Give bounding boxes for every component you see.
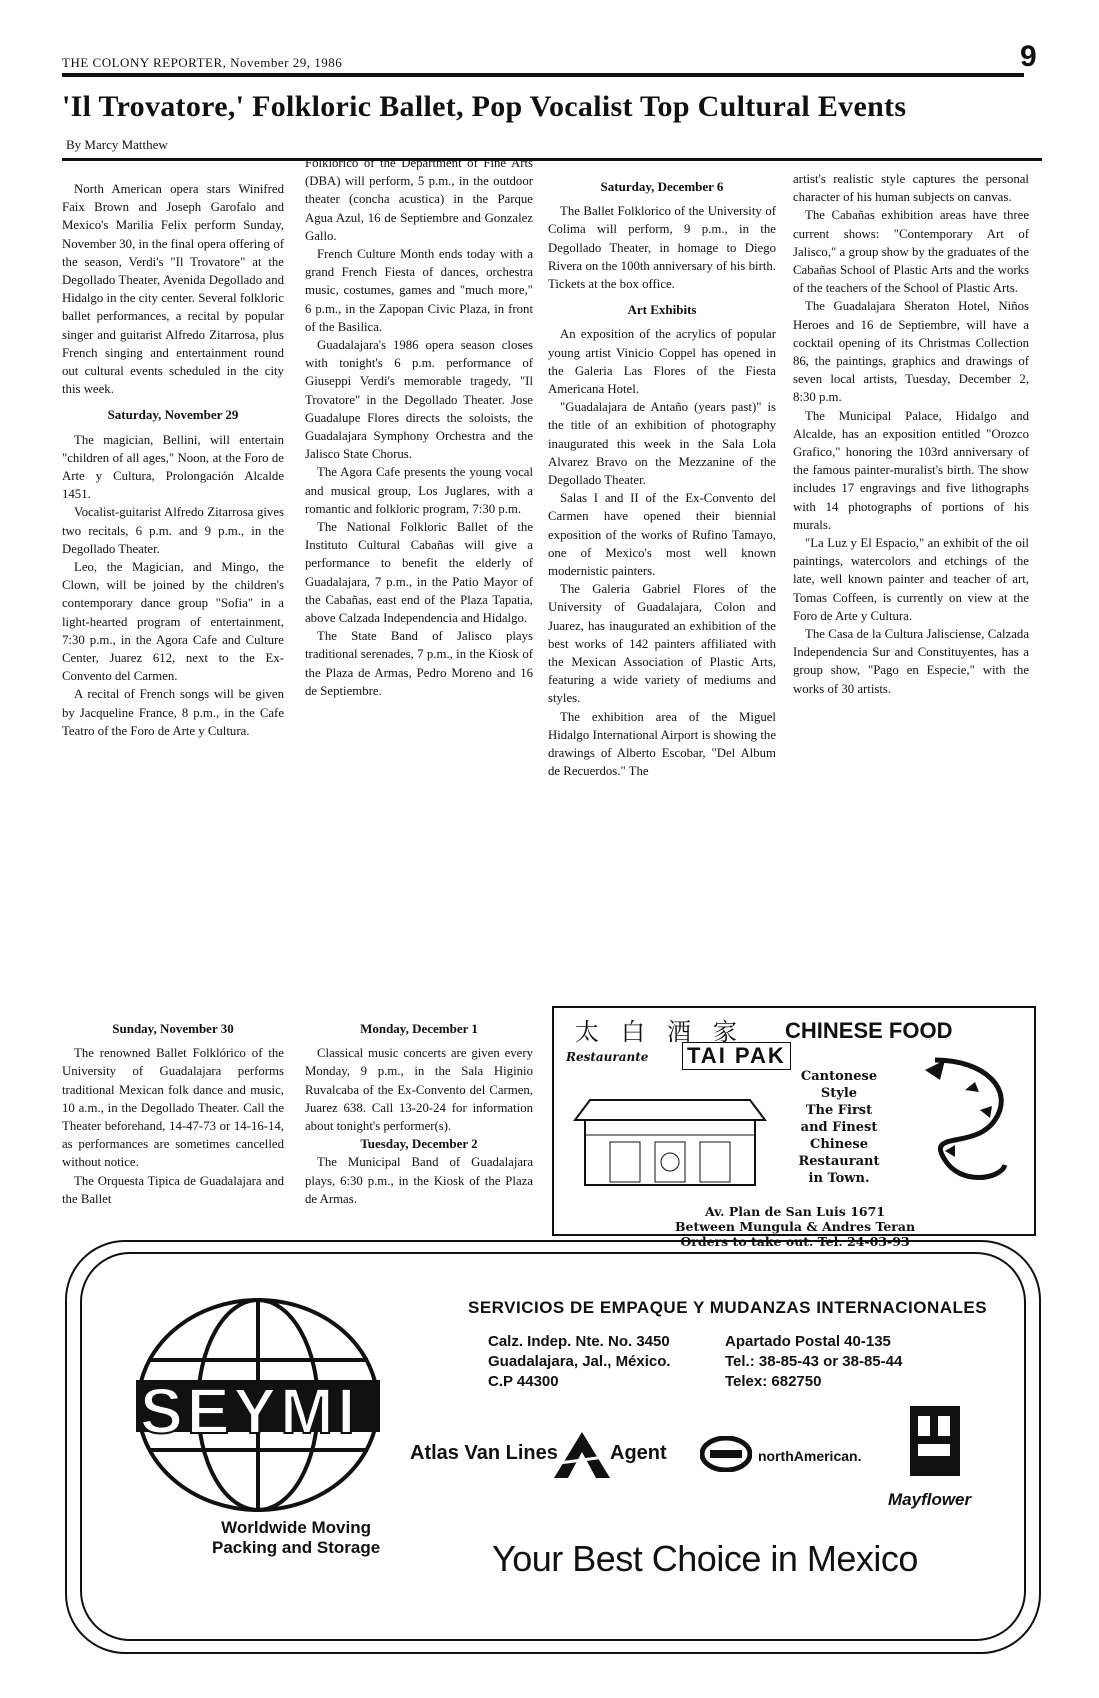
seymi-contact [725, 1332, 902, 1392]
section-heading: Art Exhibits [627, 302, 697, 318]
seymi-title: SERVICIOS DE EMPAQUE Y MUDANZAS INTERNACIONALES [468, 1298, 988, 1317]
seymi-contact-line: Apartado Postal 40-135 [725, 1333, 891, 1350]
ad-description [784, 1068, 894, 1187]
agent-label: Agent [610, 1442, 667, 1464]
ad-desc-line: and Finest [800, 1120, 878, 1135]
northamerican-label: northAmerican. [758, 1448, 862, 1464]
paragraph: Classical music concerts are given every Monday, 9 p.m., in the Sala Higinio Ruvalcaba of the Ex-Convento del Carmen, Juarez 638. Call 13-20-24 for information about tonight's performer(s). [305, 1046, 533, 1134]
world-line: Packing and Storage [212, 1538, 381, 1557]
ad-chinese-characters: 太白酒家 [575, 1018, 759, 1046]
seymi-address [488, 1332, 671, 1392]
article-column-1-lower [62, 1012, 284, 1208]
paragraph: An exposition of the acrylics of popular young artist Vinicio Coppel has opened in the Galeria Las Flores of the Fiesta Americana Hotel. [548, 327, 776, 397]
running-header: THE COLONY REPORTER, November 29, 1986 [62, 55, 343, 70]
paragraph: The Ballet Folklorico of the University of Colima will perform, 9 p.m., in the Degollado Theater, in homage to Diego Rivera on the 100th anniversary of his birth. Tickets at the box office. [548, 204, 776, 292]
byline-rule [62, 158, 1042, 161]
seymi-addr-line: Guadalajara, Jal., México. [488, 1353, 671, 1370]
ad-addr-line: Between Mungula & Andres Teran [674, 1219, 916, 1234]
article-column-3 [548, 178, 776, 781]
section-heading: Sunday, November 30 [112, 1021, 234, 1036]
ad-restaurante-label: Restaurante [566, 1050, 649, 1064]
ad-addr-line: Orders to take out. Tel. 24-03-93 [680, 1234, 910, 1249]
page-number: 9 [1020, 40, 1037, 73]
paragraph: French Culture Month ends today with a grand French Fiesta of dances, orchestra music, costumes, games and "much more," 6 p.m., in the Zapopan Civic Plaza, in front of the Basilica. [305, 247, 533, 334]
section-heading: Saturday, December 6 [600, 179, 724, 194]
seymi-contact-line: Telex: 682750 [725, 1373, 822, 1390]
seymi-addr-line: C.P 44300 [488, 1373, 559, 1390]
ad-desc-line: Style [820, 1086, 858, 1101]
paragraph: North American opera stars Winifred Faix Brown and Joseph Garofalo and Mexico's Marilia Felix perform Sunday, November 30, in the final opera offering of the season, Verdi's "Il Trovatore" at the Degollado Theater, Avenida Degollado and Hidalgo in the city center. Several folkloric ballet performances, a recital by popular singer and guitarist Alfredo Zitarrosa, plus French singing and entertainment round out cultural events scheduled in the city this week. [62, 182, 284, 397]
seymi-slogan: Your Best Choice in Mexico [492, 1538, 918, 1579]
ad-desc-line: Restaurant [798, 1154, 880, 1169]
dragon-illustration-icon [905, 1050, 1025, 1200]
paragraph: The Casa de la Cultura Jalisciense, Calzada Independencia Sur and Constituyentes, has a group show, "Pago en Especie," with the works of 30 artists. [793, 627, 1029, 696]
paragraph: The Galeria Gabriel Flores of the University of Guadalajara, Colon and Juarez, has inaugurated an exhibition of the best works of 142 painters affiliated with the Mexican Association of Plastic Arts, featuring a wide variety of mediums and styles. [548, 582, 776, 706]
paragraph: The exhibition area of the Miguel Hidalgo International Airport is showing the drawings of Alberto Escobar, "Del Album de Recuerdos." The [548, 709, 776, 779]
section-heading: Tuesday, December 2 [360, 1136, 478, 1152]
paragraph: Vocalist-guitarist Alfredo Zitarrosa gives two recitals, 6 p.m. and 9 p.m., in the Degollado Theater. [62, 505, 284, 556]
paragraph: Folklorico of the Department of Fine Arts (DBA) will perform, 5 p.m., in the outdoor theater (concha acustica) in the Parque Agua Azul, 16 de Septiembre and Gonzalez Gallo. [305, 156, 533, 243]
mayflower-label: Mayflower [888, 1490, 972, 1509]
paragraph: The Guadalajara Sheraton Hotel, Niños Heroes and 16 de Septiembre, will have a cocktail opening of its Christmas Collection 86, the paintings, graphics and drawings of seven local artists, Tuesday, December 2, 8:30 p.m. [793, 299, 1029, 405]
header-rule [62, 73, 1024, 77]
ad-desc-line: Chinese [809, 1137, 869, 1152]
atlas-logo-icon [552, 1430, 612, 1480]
paragraph: The Municipal Band of Guadalajara plays, 6:30 p.m., in the Kiosk of the Plaza de Armas. [305, 1155, 533, 1206]
article-column-2-lower [305, 1012, 533, 1208]
paragraph: The magician, Bellini, will entertain "children of all ages," Noon, at the Foro de Arte y Cultura, Prolongación Alcalde 1451. [62, 432, 284, 502]
ad-desc-line: in Town. [808, 1171, 870, 1186]
seymi-addr-line: Calz. Indep. Nte. No. 3450 [488, 1333, 670, 1350]
article-column-4 [793, 170, 1029, 698]
restaurant-building-illustration [570, 1080, 770, 1190]
byline: By Marcy Matthew [66, 137, 168, 152]
seymi-logo-text: SEYMI [140, 1375, 360, 1447]
section-heading: Saturday, November 29 [107, 407, 239, 423]
section-heading: Monday, December 1 [360, 1021, 478, 1036]
paragraph: Salas I and II of the Ex-Convento del Carmen have opened their biennial exposition of the works of Rufino Tamayo, one of Mexico's most well known modernistic painters. [548, 491, 776, 579]
ad-desc-line: Cantonese [800, 1069, 878, 1084]
ad-desc-line: The First [805, 1103, 873, 1118]
article-column-2 [305, 154, 533, 700]
paragraph: The renowned Ballet Folklórico of the University of Guadalajara performs traditional Mexican folk dance and music, 10 a.m., in the Degollado Theater. Call the Theater beforehand, 14-47-73 or 14-16-14, as performances are sometimes cancelled without notice. [62, 1046, 284, 1170]
ad-addr-line: Av. Plan de San Luis 1671 [704, 1204, 885, 1219]
paragraph: The Agora Cafe presents the young vocal and musical group, Los Juglares, with a romantic and folkloric program, 7:30 p.m. [305, 465, 533, 516]
seymi-contact-line: Tel.: 38-85-43 or 38-85-44 [725, 1353, 903, 1370]
ad-restaurant-name: TAI PAK [682, 1042, 791, 1070]
paragraph: "Guadalajara de Antaño (years past)" is the title of an exhibition of photography inaugurated this week in the Sala Lola Alvarez Bravo on the Mezzanine of the Degollado Theater. [548, 400, 776, 488]
paragraph: The National Folkloric Ballet of the Instituto Cultural Cabañas will give a performance to benefit the elderly of Guadalajara, 7 p.m., in the Patio Mayor of the Cabañas, east end of the Plaza Tapatia, above Calzada Independencia and Hidalgo. [305, 520, 533, 626]
article-column-1 [62, 180, 284, 740]
paragraph: Leo, the Magician, and Mingo, the Clown, will be joined by the children's contemporary dance group "Sofia" in a light-hearted program of entertainment, 7:30 p.m., in the Agora Cafe and Culture Center, Juarez 612, next to the Ex-Convento del Carmen. [62, 560, 284, 684]
northamerican-logo-icon [700, 1436, 752, 1472]
paragraph: artist's realistic style captures the personal character of his human subjects on canvas. [793, 172, 1029, 205]
paragraph: Guadalajara's 1986 opera season closes with tonight's 6 p.m. performance of Giuseppi Verdi's memorable tragedy, "Il Trovatore" in the Degollado Theater. Jose Guadalupe Flores directs the soloists, the Guadalajara Symphony Orchestra and the Jalisco State Chorus. [305, 338, 533, 462]
atlas-van-lines-label: Atlas Van Lines [410, 1442, 558, 1464]
ad-title: CHINESE FOOD [785, 1018, 953, 1043]
paragraph: The State Band of Jalisco plays traditional serenades, 7 p.m., in the Kiosk of the Plaza de Armas, Pedro Moreno and 16 de Septiembre. [305, 629, 533, 698]
paragraph: "La Luz y El Espacio," an exhibit of the oil paintings, watercolors and etchings of the late, well known painter and teacher of art, Tomas Coffeen, is currently on view at the Foro de Arte y Cultura. [793, 536, 1029, 623]
world-line: Worldwide Moving [221, 1518, 372, 1537]
paragraph: The Municipal Palace, Hidalgo and Alcalde, has an exposition entitled "Orozco Grafico," honoring the 103rd anniversary of the famous painter-muralist's birth. The show includes 17 engravings and five lithographs with 14 photographs of portions of his murals. [793, 408, 1029, 532]
worldwide-moving-label [212, 1518, 380, 1558]
paragraph: The Orquesta Tipica de Guadalajara and the Ballet [62, 1173, 284, 1206]
mayflower-ship-icon [900, 1398, 970, 1488]
paragraph: A recital of French songs will be given by Jacqueline France, 8 p.m., in the Cafe Teatro of the Foro de Arte y Cultura. [62, 687, 284, 738]
paragraph: The Cabañas exhibition areas have three current shows: "Contemporary Art of Jalisco," a group show by the graduates of the Cabañas School of Plastic Arts and the works of the teachers of the School of Plastic Arts. [793, 208, 1029, 296]
headline: 'Il Trovatore,' Folkloric Ballet, Pop Vocalist Top Cultural Events [62, 90, 907, 123]
